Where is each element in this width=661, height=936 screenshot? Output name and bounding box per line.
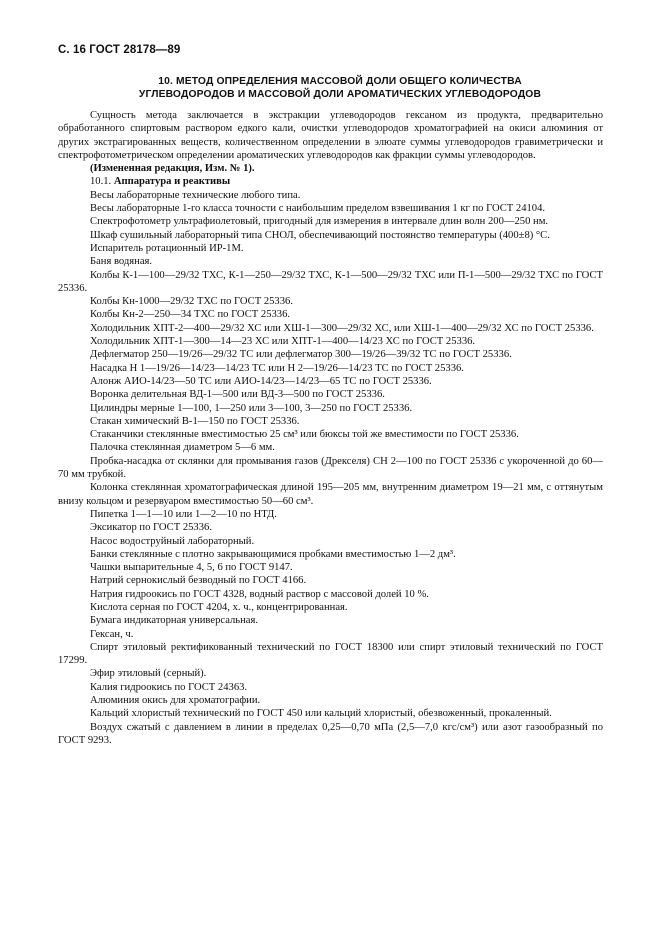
list-item: Насос водоструйный лабораторный. bbox=[90, 535, 255, 547]
list-item: Банки стеклянные с плотно закрывающимися пробками вместимостью 1—2 дм³. bbox=[90, 548, 456, 560]
list-item: Весы лабораторные технические любого типа. bbox=[90, 189, 301, 201]
subsection-number: 10.1. bbox=[90, 176, 112, 188]
list-item: Холодильник ХПТ-2—400—29/32 ХС или ХШ-1—300—29/32 ХС, или ХШ-1—400—29/32 ХС по ГОСТ 25336. bbox=[90, 322, 594, 334]
list-item: Натрия гидроокись по ГОСТ 4328, водный раствор с массовой долей 10 %. bbox=[90, 588, 429, 600]
list-item: Колбы Кн-1000—29/32 ТХС по ГОСТ 25336. bbox=[90, 296, 293, 308]
list-item: Шкаф сушильный лабораторный типа СНОЛ, обеспечивающий постоянство температуры (400±8) °С. bbox=[90, 229, 550, 241]
list-item: Стаканчики стеклянные вместимостью 25 см³ или бюксы той же вместимости по ГОСТ 25336. bbox=[90, 429, 519, 441]
list-item: Эфир этиловый (серный). bbox=[90, 668, 207, 680]
list-item: Натрий сернокислый безводный по ГОСТ 4166. bbox=[90, 575, 307, 587]
list-item: Воздух сжатый с давлением в линии в пределах 0,25—0,70 мПа (2,5—7,0 кгс/см³) или азот газообразный по ГОСТ 9293. bbox=[58, 721, 603, 746]
page-header: С. 16 ГОСТ 28178—89 bbox=[58, 44, 181, 56]
list-item: Холодильник ХПТ-1—300—14—23 ХС или ХПТ-1—400—14/23 ХС по ГОСТ 25336. bbox=[90, 336, 476, 348]
list-item: Пипетка 1—1—10 или 1—2—10 по НТД. bbox=[90, 508, 277, 520]
list-item: Алонж АИО-14/23—50 ТС или АИО-14/23—14/23—65 ТС по ГОСТ 25336. bbox=[90, 375, 432, 387]
list-item: Гексан, ч. bbox=[90, 628, 134, 640]
list-item: Испаритель ротационный ИР-1М. bbox=[90, 242, 244, 254]
list-item: Палочка стеклянная диаметром 5—6 мм. bbox=[90, 442, 275, 454]
list-item: Баня водяная. bbox=[90, 256, 153, 268]
list-item: Пробка-насадка от склянки для промывания газов (Дрекселя) СН 2—100 по ГОСТ 25336 с укороченной до 60—70 мм трубкой. bbox=[58, 455, 603, 481]
section-heading bbox=[80, 76, 600, 101]
list-item: Кислота серная по ГОСТ 4204, х. ч., концентрированная. bbox=[90, 601, 348, 613]
list-item: Воронка делительная ВД-1—500 или ВД-3—500 по ГОСТ 25336. bbox=[90, 389, 385, 401]
list-item: Спирт этиловый ректификованный технический по ГОСТ 18300 или спирт этиловый технический по ГОСТ 17299. bbox=[58, 641, 603, 667]
list-item: Колонка стеклянная хроматографическая длиной 195—205 мм, внутренним диаметром 19—21 мм, с оттянутым внизу кольцом и резервуаром вместимостью 50—60 см³. bbox=[58, 482, 603, 507]
list-item: Бумага индикаторная универсальная. bbox=[90, 615, 259, 627]
list-item: Весы лабораторные 1-го класса точности с наибольшим пределом взвешивания 1 кг по ГОСТ 24104. bbox=[90, 203, 546, 215]
list-item: Алюминия окись для хроматографии. bbox=[90, 695, 261, 707]
equipment-list bbox=[58, 189, 603, 747]
list-item: Дефлегматор 250—19/26—29/32 ТС или дефлегматор 300—19/26—39/32 ТС по ГОСТ 25336. bbox=[90, 349, 512, 361]
list-item: Эксикатор по ГОСТ 25336. bbox=[90, 522, 212, 534]
list-item: Колбы К-1—100—29/32 ТХС, К-1—250—29/32 ТХС, К-1—500—29/32 ТХС или П-1—500—29/32 ТХС по ГОСТ 25336. bbox=[58, 269, 603, 294]
section-heading-line-1: 10. МЕТОД ОПРЕДЕЛЕНИЯ МАССОВОЙ ДОЛИ ОБЩЕГО КОЛИЧЕСТВА bbox=[158, 76, 522, 87]
subsection-title: Аппаратура и реактивы bbox=[113, 176, 231, 188]
list-item: Стакан химический В-1—150 по ГОСТ 25336. bbox=[90, 415, 300, 427]
list-item: Насадка Н 1—19/26—14/23—14/23 ТС или Н 2—19/26—14/23 ТС по ГОСТ 25336. bbox=[90, 362, 464, 374]
section-heading-line-2: УГЛЕВОДОРОДОВ И МАССОВОЙ ДОЛИ АРОМАТИЧЕСКИХ УГЛЕВОДОРОДОВ bbox=[138, 88, 542, 100]
intro-paragraph: Сущность метода заключается в экстракции углеводородов гексаном из продукта, предварительно обработанного спиртовым раствором едкого кали, очистки углеводородов хроматографией на окиси алюминия от других экстрагированных веществ, количественном определении в элюате суммы углеводородов гравиметрически и спектрофотометрическом определении ароматических углеводородов как фракции суммы углеводородов. bbox=[58, 110, 603, 161]
list-item: Чашки выпарительные 4, 5, 6 по ГОСТ 9147. bbox=[90, 562, 293, 574]
edition-note: (Измененная редакция, Изм. № 1). bbox=[90, 163, 255, 175]
list-item: Колбы Кн-2—250—34 ТХС по ГОСТ 25336. bbox=[90, 309, 291, 321]
list-item: Калия гидроокись по ГОСТ 24363. bbox=[90, 681, 248, 693]
list-item: Цилиндры мерные 1—100, 1—250 или 3—100, 3—250 по ГОСТ 25336. bbox=[90, 402, 413, 414]
list-item: Спектрофотометр ультрафиолетовый, пригодный для измерения в интервале длин волн 200—250 нм. bbox=[90, 216, 549, 228]
document-body bbox=[58, 109, 603, 747]
subsection-heading bbox=[58, 175, 603, 188]
list-item: Кальций хлористый технический по ГОСТ 450 или кальций хлористый, обезвоженный, прокаленный. bbox=[90, 708, 552, 720]
